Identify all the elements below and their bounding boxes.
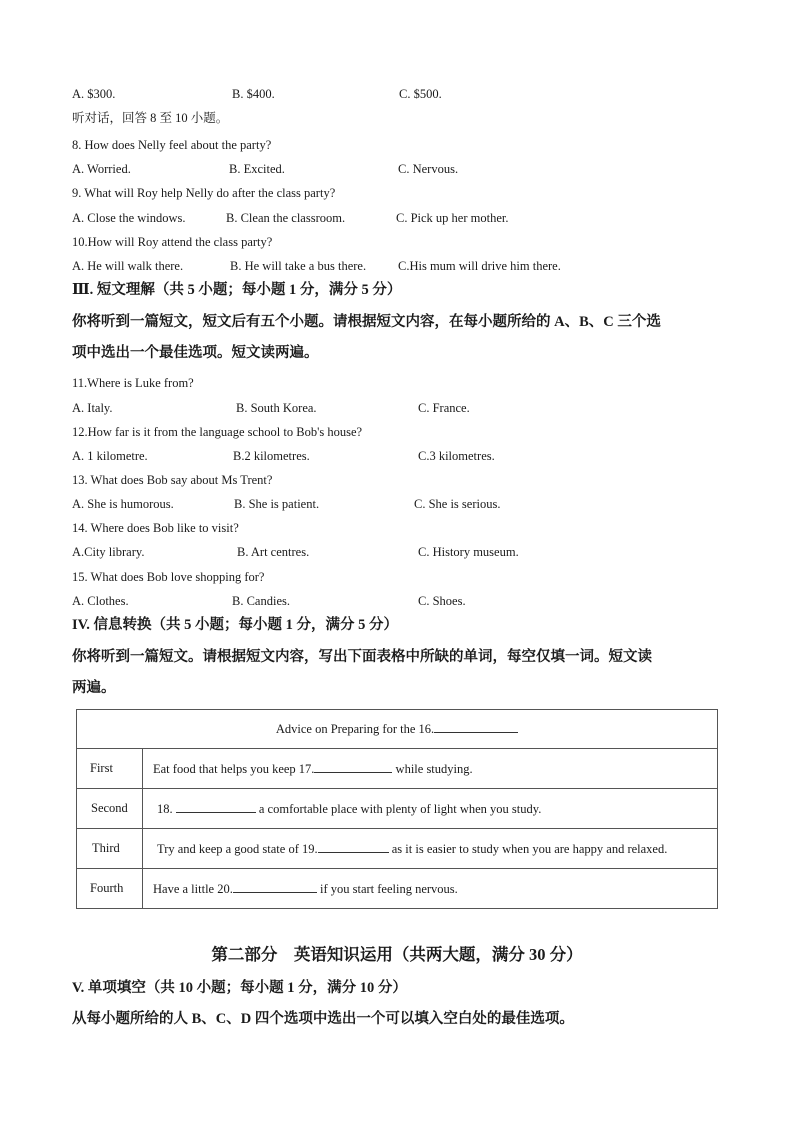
section-3-instruction-line1: 你将听到一篇短文，短文后有五个小题。请根据短文内容，在每小题所给的 A、B、C 三个选 [72,314,661,330]
table-header-cell [77,710,718,749]
blank-18 [176,801,256,813]
q13-option-a: A. She is humorous. [72,497,174,511]
section-3-title: Ⅲ. 短文理解（共 5 小题；每小题 1 分，满分 5 分） [72,282,402,298]
row-text-after: a comfortable place with plenty of light when you study. [255,801,542,816]
q9-option-c: C. Pick up her mother. [396,211,509,225]
q15-option-b: B. Candies. [232,594,290,608]
row-content-second [143,789,718,829]
row-label-third: Third [77,829,143,869]
table-header-text: Advice on Preparing for the 16. [275,722,435,736]
question-15: 15. What does Bob love shopping for? [72,570,265,584]
blank-20 [233,881,317,893]
q14-option-b: B. Art centres. [237,545,310,559]
q11-option-b: B. South Korea. [236,401,317,415]
row-label-first: First [77,749,143,789]
table-row [77,749,718,789]
row-text-before: Try and keep a good state of 19. [157,841,318,856]
q12-option-a: A. 1 kilometre. [72,449,148,463]
question-14: 14. Where does Bob like to visit? [72,521,239,535]
q7-option-c: C. $500. [399,87,442,101]
row-text-before: Eat food that helps you keep 17. [153,761,315,776]
question-10: 10.How will Roy attend the class party? [72,235,273,249]
q13-option-c: C. She is serious. [414,497,501,511]
q14-option-c: C. History museum. [418,545,519,559]
row-text-after: while studying. [392,761,473,776]
section-5-title: V. 单项填空（共 10 小题；每小题 1 分，满分 10 分） [72,980,407,996]
q9-option-b: B. Clean the classroom. [226,211,346,225]
blank-17 [314,761,392,773]
q10-option-c: C.His mum will drive him there. [398,259,561,273]
table-row [77,869,718,909]
q12-option-c: C.3 kilometres. [418,449,495,463]
row-content-third [143,829,718,869]
row-text-after: if you start feeling nervous. [316,881,458,896]
row-text-before: 18. [157,801,176,816]
q7-option-b: B. $400. [232,87,275,101]
row-label-second: Second [77,789,143,829]
q8-option-a: A. Worried. [72,162,131,176]
section-5-instruction: 从每小题所给的人 B、C、D 四个选项中选出一个可以填入空白处的最佳选项。 [72,1011,574,1027]
q14-option-a: A.City library. [72,545,145,559]
part-2-title: 第二部分 英语知识运用（共两大题，满分 30 分） [211,945,583,964]
question-13: 13. What does Bob say about Ms Trent? [72,473,273,487]
q12-option-b: B.2 kilometres. [233,449,310,463]
dialogue-instruction: 听对话，回答 8 至 10 小题。 [72,111,229,125]
row-label-fourth: Fourth [77,869,143,909]
q11-option-a: A. Italy. [72,401,113,415]
row-content-fourth [143,869,718,909]
q11-option-c: C. France. [418,401,470,415]
section-3-instruction-line2: 项中选出一个最佳选项。短文读两遍。 [72,345,319,361]
question-8: 8. How does Nelly feel about the party? [72,138,272,152]
q10-option-a: A. He will walk there. [72,259,184,273]
q7-option-a: A. $300. [72,87,116,101]
blank-16 [434,721,518,733]
q10-option-b: B. He will take a bus there. [230,259,367,273]
section-4-title: IV. 信息转换（共 5 小题；每小题 1 分，满分 5 分） [72,617,398,633]
question-11: 11.Where is Luke from? [72,376,194,390]
row-content-first [143,749,718,789]
q15-option-a: A. Clothes. [72,594,129,608]
q13-option-b: B. She is patient. [234,497,320,511]
q15-option-c: C. Shoes. [418,594,466,608]
question-9: 9. What will Roy help Nelly do after the class party? [72,186,336,200]
row-text-before: Have a little 20. [153,881,233,896]
q9-option-a: A. Close the windows. [72,211,186,225]
section-4-instruction-line1: 你将听到一篇短文。请根据短文内容，写出下面表格中所缺的单词，每空仅填一词。短文读 [72,649,652,665]
table-row [77,789,718,829]
blank-19 [318,841,389,853]
q8-option-b: B. Excited. [229,162,285,176]
row-text-after: as it is easier to study when you are happy and relaxed. [388,841,668,856]
section-4-instruction-line2: 两遍。 [72,680,116,696]
table-header-row [77,710,718,749]
advice-table [76,709,718,909]
question-12: 12.How far is it from the language school to Bob's house? [72,425,363,439]
q8-option-c: C. Nervous. [398,162,459,176]
table-row [77,829,718,869]
